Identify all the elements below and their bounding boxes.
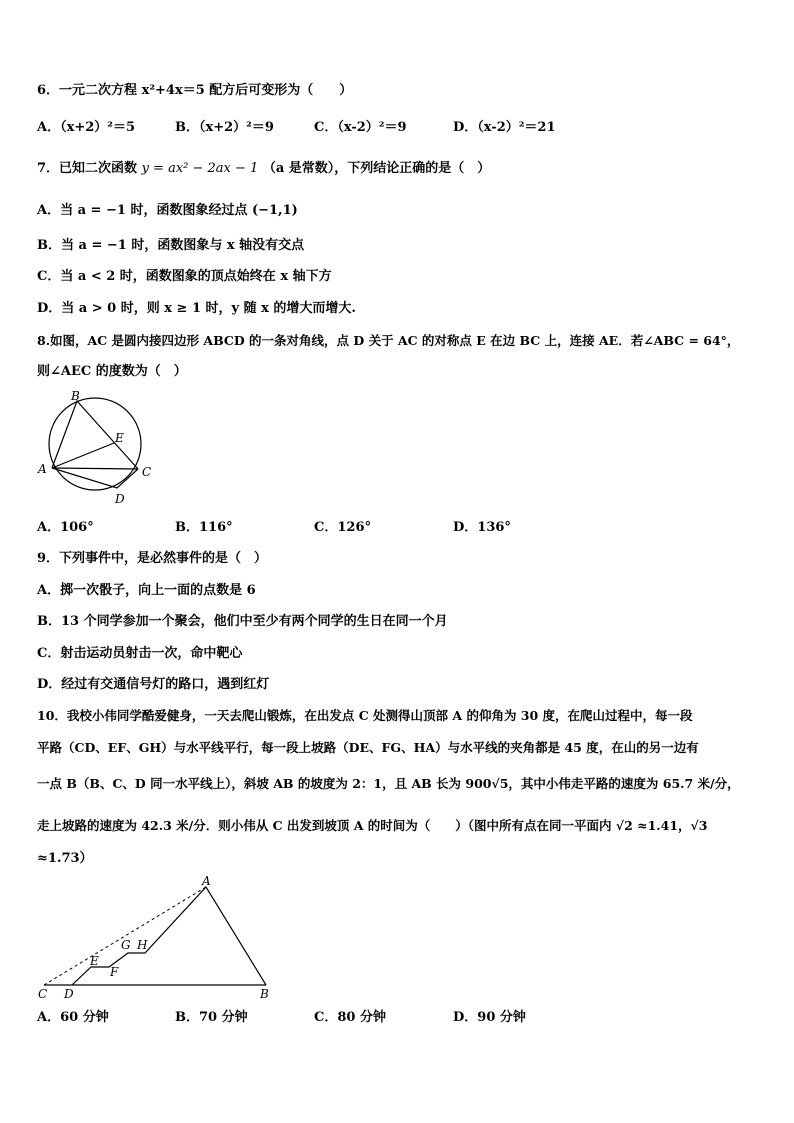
q10-line5: ≈1.73） xyxy=(37,851,93,866)
segment-ae xyxy=(52,443,114,468)
q8-option-b: B．116° xyxy=(175,520,233,535)
q9-option-d: D．经过有交通信号灯的路口，遇到红灯 xyxy=(37,677,270,692)
q6-option-c: C．（x-2）²＝9 xyxy=(314,120,407,135)
q10-label-b: B xyxy=(260,987,269,1001)
q10-option-a: A．60 分钟 xyxy=(37,1010,109,1025)
q8-label-b: B xyxy=(71,390,80,403)
q10-option-d: D．90 分钟 xyxy=(453,1010,526,1025)
q10-line3: 一点 B（B、C、D 同一水平线上），斜坡 AB 的坡度为 2：1，且 AB 长为 900√5，其中小伟走平路的速度为 65.7 米/分， xyxy=(37,776,740,791)
q8-option-d: D．136° xyxy=(453,520,511,535)
q10-label-h: H xyxy=(137,938,148,952)
q8-label-a: A xyxy=(38,462,47,476)
q8-circle-figure xyxy=(34,390,154,510)
q6-option-d: D．（x-2）²＝21 xyxy=(453,120,556,135)
q7-option-d: D．当 a > 0 时，则 x ≥ 1 时，y 随 x 的增大而增大. xyxy=(37,301,356,316)
q8-option-a: A．106° xyxy=(37,520,94,535)
q9-option-a: A．掷一次骰子，向上一面的点数是 6 xyxy=(37,583,256,598)
q7-option-a: A．当 a = −1 时，函数图象经过点 (−1,1) xyxy=(37,203,298,218)
q7-stem-tail: （a 是常数），下列结论正确的是（ ） xyxy=(262,161,491,176)
q8-stem-line1: 8.如图，AC 是圆内接四边形 ABCD 的一条对角线，点 D 关于 AC 的对称点 E 在边 BC 上，连接 AE．若∠ABC = 64°， xyxy=(37,333,740,348)
q9-stem: 9．下列事件中，是必然事件的是（ ） xyxy=(37,551,268,566)
q10-mountain-figure xyxy=(34,872,279,1004)
q10-option-c: C．80 分钟 xyxy=(314,1010,386,1025)
q9-option-c: C．射击运动员射击一次，命中靶心 xyxy=(37,646,243,661)
q10-label-f: F xyxy=(110,965,119,979)
diagonal-ac xyxy=(52,468,138,469)
q6-option-b: B．（x+2）²＝9 xyxy=(175,120,274,135)
sides-ab-bc xyxy=(52,401,138,469)
q8-option-c: C．126° xyxy=(314,520,371,535)
q10-label-e: E xyxy=(90,954,99,968)
q10-option-b: B．70 分钟 xyxy=(175,1010,248,1025)
q10-label-a: A xyxy=(202,874,211,888)
q7-stem xyxy=(37,160,490,178)
q7-stem-lead: 7．已知二次函数 xyxy=(37,161,138,176)
q10-line2: 平路（CD、EF、GH）与水平线平行，每一段上坡路（DE、FG、HA）与水平线的夹角都是 45 度，在山的另一边有 xyxy=(37,740,699,755)
q10-label-g: G xyxy=(121,938,131,952)
q6-option-a: A．（x+2）²＝5 xyxy=(37,120,136,135)
q10-line1: 10．我校小伟同学酷爱健身，一天去爬山锻炼，在出发点 C 处测得山顶部 A 的仰角为 30 度，在爬山过程中，每一段 xyxy=(37,708,693,723)
q8-label-d: D xyxy=(115,492,125,506)
q8-stem-line2: 则∠AEC 的度数为（ ） xyxy=(37,364,187,379)
circumscribed-circle xyxy=(49,398,141,490)
mountain-path xyxy=(72,887,266,985)
q10-label-c: C xyxy=(38,987,48,1001)
q7-option-b: B．当 a = −1 时，函数图象与 x 轴没有交点 xyxy=(37,238,305,253)
q6-stem: 6．一元二次方程 x²+4x＝5 配方后可变形为（ ） xyxy=(37,83,353,98)
q9-option-b: B．13 个同学参加一个聚会，他们中至少有两个同学的生日在同一个月 xyxy=(37,614,448,629)
q7-option-c: C．当 a < 2 时，函数图象的顶点始终在 x 轴下方 xyxy=(37,269,332,284)
q8-label-c: C xyxy=(142,465,152,479)
q8-label-e: E xyxy=(115,431,124,445)
sightline-ca xyxy=(44,887,206,985)
q7-formula: y = ax² − 2ax − 1 xyxy=(141,161,259,176)
q10-label-d: D xyxy=(64,987,74,1001)
q10-line4: 走上坡路的速度为 42.3 米/分．则小伟从 C 出发到坡顶 A 的时间为（ ）（图中所有点在同一平面内 √2 ≈1.41，√3 xyxy=(37,818,708,833)
